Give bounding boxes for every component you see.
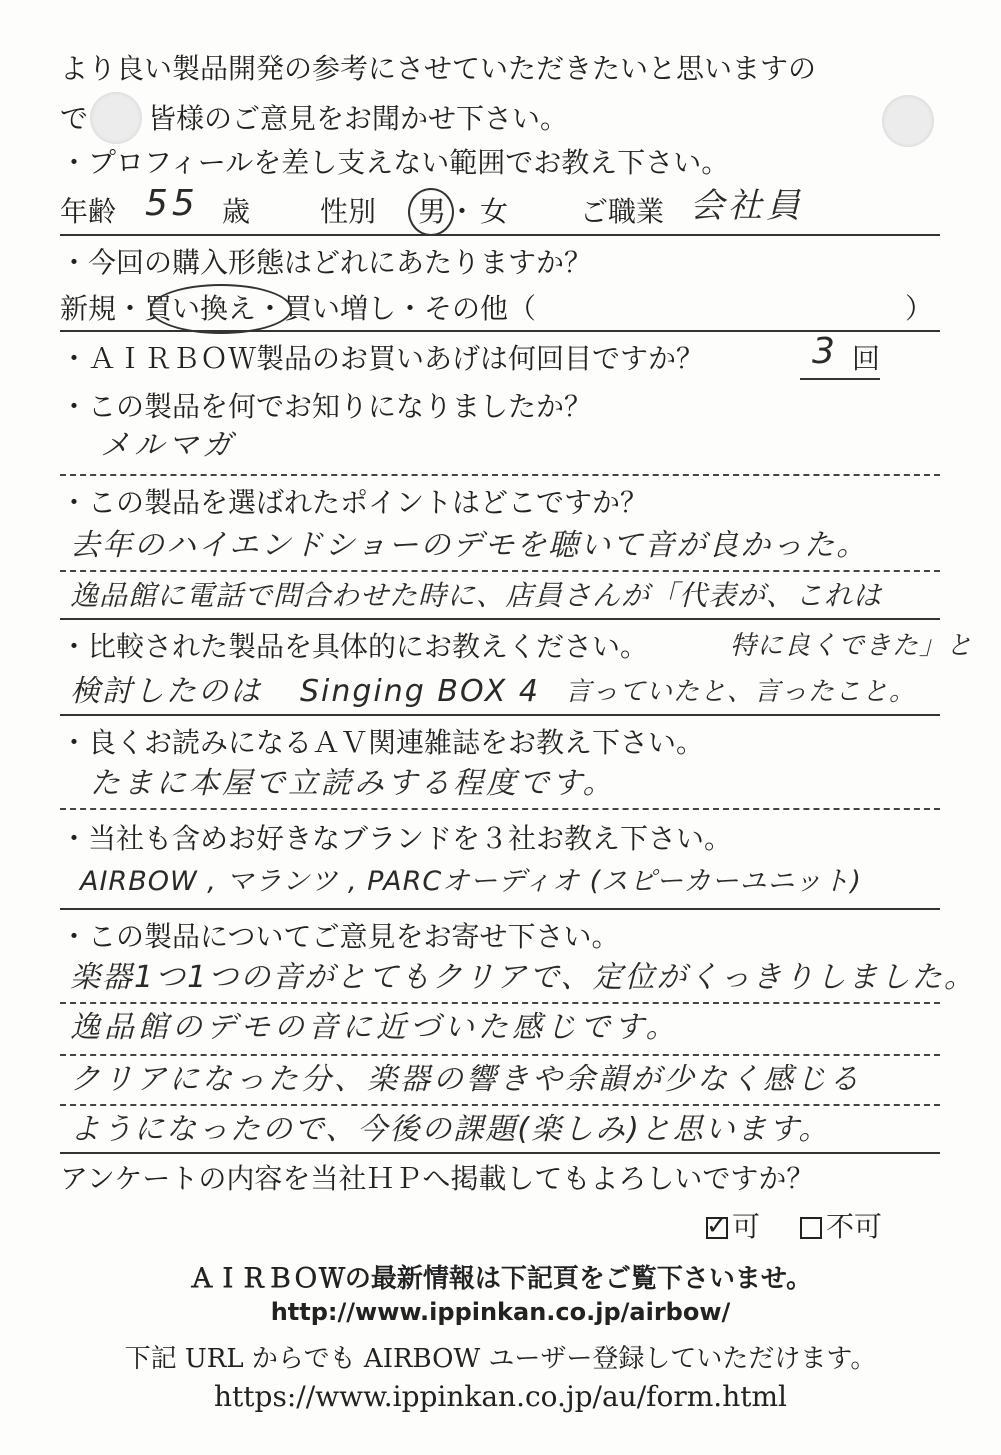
consent-ok[interactable]	[706, 1210, 760, 1244]
reason-rule-2	[60, 618, 940, 620]
consent-ng-checkbox[interactable]	[800, 1217, 822, 1239]
footer-url-1[interactable]: http://www.ippinkan.co.jp/airbow/	[270, 1298, 731, 1326]
sex-male: 男	[418, 195, 447, 228]
magazine-rule	[60, 808, 940, 810]
purchase-count-value: 3	[812, 331, 839, 372]
compare-rule	[60, 714, 940, 716]
reason-question: ・この製品を選ばれたポイントはどこですか？	[60, 486, 649, 519]
purchase-type-question: ・今回の購入形態はどれにあたりますか？	[60, 246, 593, 279]
opinion-line-3: クリアになった分、楽器の響きや余韻が少なく感じる	[70, 1062, 862, 1097]
reason-answer-2: 逸品館に電話で問合わせた時に、店員さんが「代表が、これは	[70, 579, 883, 612]
purchase-type-options: 新規・買い換え・買い増し・その他（	[60, 292, 537, 325]
purchase-type-circle	[150, 284, 292, 334]
job-label: ご職業	[580, 195, 665, 228]
sex-separator: ・	[448, 195, 477, 228]
opinion-rule-1	[60, 1002, 940, 1004]
brands-rule	[60, 908, 940, 910]
sex-label: 性別	[320, 195, 377, 228]
sex-female: 女	[480, 195, 509, 228]
opinion-rule-3	[60, 1104, 940, 1106]
purchase-count-underline	[800, 378, 880, 380]
source-rule	[60, 474, 940, 476]
opinion-line-1: 楽器1つ1つの音がとてもクリアで、定位がくっきりしました。	[70, 960, 976, 995]
consent-ng[interactable]	[800, 1210, 882, 1244]
intro-line-1: より良い製品開発の参考にさせていただきたいと思いますの	[60, 52, 817, 85]
source-answer: メルマガ	[100, 428, 236, 463]
reason-answer-1: 去年のハイエンドショーのデモを聴いて音が良かった。	[70, 528, 869, 563]
magazine-answer: たまに本屋で立読みする程度です。	[90, 766, 616, 801]
magazine-question: ・良くお読みになるＡＶ関連雑誌をお教え下さい。	[60, 726, 705, 759]
opinion-rule-4	[60, 1152, 940, 1154]
consent-ng-label: 不可	[826, 1210, 883, 1243]
punch-hole-right	[882, 95, 934, 147]
footer-line-2: 下記 URL からでも AIRBOW ユーザー登録していただけます。	[124, 1344, 877, 1374]
purchase-count-question: ・ＡＩＲＢＯＷ製品のお買いあげは何回目ですか？	[60, 342, 705, 375]
opinion-rule-2	[60, 1054, 940, 1056]
brands-question: ・当社も含めお好きなブランドを３社お教え下さい。	[60, 822, 733, 855]
compare-question: ・比較された製品を具体的にお教えください。	[60, 630, 649, 663]
footer-url-2[interactable]: https://www.ippinkan.co.jp/au/form.html	[214, 1380, 787, 1413]
footer-line-1: ＡＩＲＢＯＷの最新情報は下記頁をご覧下さいませ。	[188, 1264, 813, 1294]
profile-rule	[60, 234, 940, 236]
intro-line-2	[60, 102, 568, 136]
compare-note-right: 特に良くできた」と	[730, 631, 974, 661]
age-value: 55	[145, 183, 199, 224]
compare-answer-tail: 言っていたと、言ったこと。	[565, 677, 917, 707]
intro-line-2-rest: 皆様のご意見をお聞かせ下さい。	[148, 102, 569, 135]
intro-line-2-start: で	[60, 102, 89, 135]
purchase-type-close: ）	[905, 292, 934, 325]
profile-question: ・プロフィールを差し支えない範囲でお教え下さい。	[60, 146, 730, 179]
opinion-question: ・この製品についてご意見をお寄せ下さい。	[60, 920, 620, 953]
profile-row	[60, 195, 116, 229]
consent-ok-label: 可	[732, 1210, 761, 1243]
age-unit: 歳	[222, 195, 251, 228]
checkmark-icon: ✓	[706, 1211, 728, 1241]
consent-ok-checkbox[interactable]	[706, 1211, 728, 1241]
source-question: ・この製品を何でお知りになりましたか？	[60, 390, 593, 423]
purchase-count-unit: 回	[852, 342, 881, 375]
brands-answer: AIRBOW , マランツ , PARCオーディオ (スピーカーユニット)	[80, 866, 862, 897]
opinion-line-4: ようになったので、今後の課題(楽しみ)と思います。	[70, 1112, 831, 1147]
consent-question: アンケートの内容を当社ＨＰへ掲載してもよろしいですか？	[60, 1162, 815, 1195]
purchase-type-rule	[60, 330, 940, 332]
age-label: 年齢	[60, 195, 117, 228]
compare-answer-left: 検討したのは	[70, 674, 262, 709]
compare-answer-model: Singing BOX 4	[300, 674, 540, 709]
reason-rule-1	[60, 570, 940, 572]
opinion-line-2: 逸品館のデモの音に近づいた感じです。	[70, 1010, 680, 1045]
job-value: 会社員	[690, 186, 804, 226]
